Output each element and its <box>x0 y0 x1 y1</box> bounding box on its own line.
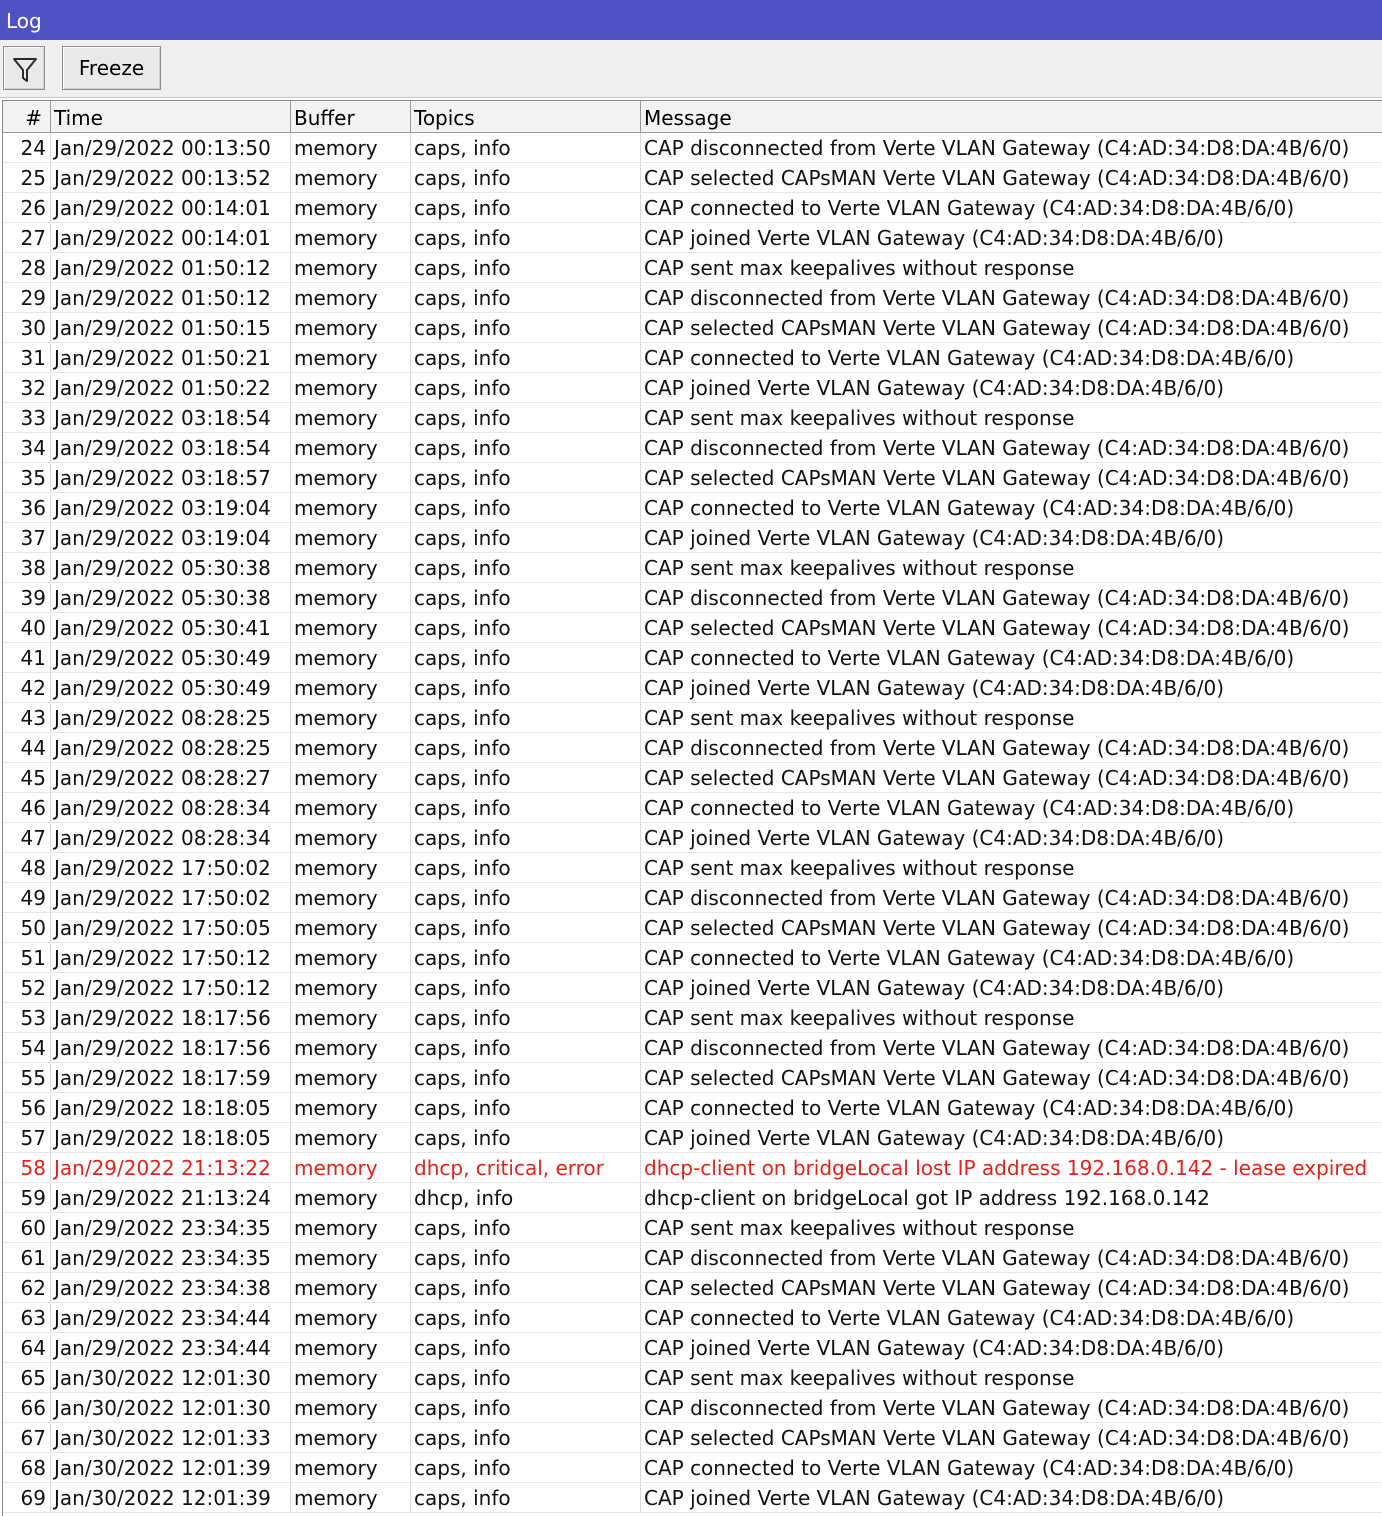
row-time: Jan/29/2022 18:17:56 <box>51 1003 291 1033</box>
table-row[interactable] <box>3 583 1382 613</box>
row-time: Jan/29/2022 23:34:35 <box>51 1243 291 1273</box>
row-time: Jan/29/2022 18:18:05 <box>51 1093 291 1123</box>
row-topics: caps, info <box>411 1483 641 1513</box>
row-message: CAP selected CAPsMAN Verte VLAN Gateway (C4:AD:34:D8:DA:4B/6/0) <box>644 466 1350 490</box>
row-topics: caps, info <box>411 1243 641 1273</box>
row-message: CAP selected CAPsMAN Verte VLAN Gateway (C4:AD:34:D8:DA:4B/6/0) <box>644 166 1350 190</box>
row-message: CAP disconnected from Verte VLAN Gateway (C4:AD:34:D8:DA:4B/6/0) <box>644 586 1350 610</box>
row-topics: caps, info <box>411 1273 641 1303</box>
row-time: Jan/29/2022 03:19:04 <box>51 523 291 553</box>
row-buffer: memory <box>291 283 411 313</box>
toolbar <box>0 40 1382 98</box>
row-time: Jan/29/2022 21:13:24 <box>51 1183 291 1213</box>
column-header-time[interactable]: Time <box>51 101 291 132</box>
row-buffer: memory <box>291 763 411 793</box>
row-time: Jan/29/2022 05:30:41 <box>51 613 291 643</box>
row-time: Jan/29/2022 03:18:57 <box>51 463 291 493</box>
row-topics: caps, info <box>411 343 641 373</box>
row-number: 33 <box>3 403 51 433</box>
row-topics: caps, info <box>411 493 641 523</box>
row-buffer: memory <box>291 133 411 163</box>
table-row[interactable] <box>3 283 1382 313</box>
table-row[interactable] <box>3 1423 1382 1453</box>
row-time: Jan/29/2022 08:28:25 <box>51 703 291 733</box>
table-row[interactable] <box>3 553 1382 583</box>
row-buffer: memory <box>291 973 411 1003</box>
row-number: 62 <box>3 1273 51 1303</box>
row-buffer: memory <box>291 1393 411 1423</box>
row-topics: dhcp, critical, error <box>411 1153 641 1183</box>
table-body <box>3 133 1382 1513</box>
table-row[interactable] <box>3 493 1382 523</box>
row-message: CAP disconnected from Verte VLAN Gateway (C4:AD:34:D8:DA:4B/6/0) <box>644 436 1350 460</box>
row-message: CAP disconnected from Verte VLAN Gateway (C4:AD:34:D8:DA:4B/6/0) <box>644 736 1350 760</box>
row-number: 41 <box>3 643 51 673</box>
row-number: 44 <box>3 733 51 763</box>
row-message: CAP selected CAPsMAN Verte VLAN Gateway (C4:AD:34:D8:DA:4B/6/0) <box>644 1426 1350 1450</box>
row-message: CAP selected CAPsMAN Verte VLAN Gateway (C4:AD:34:D8:DA:4B/6/0) <box>644 616 1350 640</box>
row-topics: caps, info <box>411 943 641 973</box>
row-buffer: memory <box>291 583 411 613</box>
row-buffer: memory <box>291 1483 411 1513</box>
row-topics: caps, info <box>411 1453 641 1483</box>
row-time: Jan/29/2022 01:50:21 <box>51 343 291 373</box>
table-row[interactable] <box>3 373 1382 403</box>
row-number: 38 <box>3 553 51 583</box>
table-row[interactable] <box>3 1003 1382 1033</box>
row-time: Jan/29/2022 17:50:05 <box>51 913 291 943</box>
row-buffer: memory <box>291 823 411 853</box>
column-header-message[interactable]: Message <box>644 106 732 130</box>
row-buffer: memory <box>291 943 411 973</box>
row-topics: caps, info <box>411 283 641 313</box>
row-message: CAP joined Verte VLAN Gateway (C4:AD:34:D8:DA:4B/6/0) <box>644 826 1224 850</box>
row-number: 47 <box>3 823 51 853</box>
row-topics: caps, info <box>411 883 641 913</box>
table-row[interactable] <box>3 1093 1382 1123</box>
row-time: Jan/29/2022 21:13:22 <box>51 1153 291 1183</box>
filter-button[interactable] <box>3 46 45 90</box>
row-number: 45 <box>3 763 51 793</box>
row-message: CAP joined Verte VLAN Gateway (C4:AD:34:D8:DA:4B/6/0) <box>644 376 1224 400</box>
row-number: 29 <box>3 283 51 313</box>
row-time: Jan/29/2022 05:30:38 <box>51 553 291 583</box>
row-number: 68 <box>3 1453 51 1483</box>
table-row[interactable] <box>3 313 1382 343</box>
row-number: 46 <box>3 793 51 823</box>
row-time: Jan/29/2022 03:18:54 <box>51 403 291 433</box>
row-message: CAP sent max keepalives without response <box>644 1216 1075 1240</box>
row-topics: caps, info <box>411 463 641 493</box>
row-topics: caps, info <box>411 1393 641 1423</box>
row-time: Jan/29/2022 00:14:01 <box>51 223 291 253</box>
table-row[interactable] <box>3 913 1382 943</box>
table-row[interactable] <box>3 1393 1382 1423</box>
row-time: Jan/29/2022 08:28:27 <box>51 763 291 793</box>
row-topics: caps, info <box>411 1063 641 1093</box>
table-row[interactable] <box>3 733 1382 763</box>
row-buffer: memory <box>291 493 411 523</box>
row-buffer: memory <box>291 733 411 763</box>
row-message: CAP sent max keepalives without response <box>644 856 1075 880</box>
table-row[interactable] <box>3 1243 1382 1273</box>
row-buffer: memory <box>291 253 411 283</box>
table-row[interactable] <box>3 1213 1382 1243</box>
table-row[interactable] <box>3 433 1382 463</box>
column-header-topics[interactable]: Topics <box>411 101 641 132</box>
row-time: Jan/29/2022 05:30:38 <box>51 583 291 613</box>
row-topics: caps, info <box>411 853 641 883</box>
row-message: CAP connected to Verte VLAN Gateway (C4:AD:34:D8:DA:4B/6/0) <box>644 346 1295 370</box>
row-time: Jan/30/2022 12:01:39 <box>51 1453 291 1483</box>
row-time: Jan/30/2022 12:01:30 <box>51 1363 291 1393</box>
row-buffer: memory <box>291 853 411 883</box>
row-buffer: memory <box>291 223 411 253</box>
row-time: Jan/29/2022 05:30:49 <box>51 643 291 673</box>
row-buffer: memory <box>291 523 411 553</box>
row-message: CAP disconnected from Verte VLAN Gateway (C4:AD:34:D8:DA:4B/6/0) <box>644 886 1350 910</box>
table-row[interactable] <box>3 403 1382 433</box>
row-time: Jan/29/2022 23:34:44 <box>51 1333 291 1363</box>
filter-icon <box>13 57 37 83</box>
row-number: 30 <box>3 313 51 343</box>
row-topics: caps, info <box>411 1123 641 1153</box>
row-topics: caps, info <box>411 313 641 343</box>
row-topics: caps, info <box>411 1213 641 1243</box>
row-number: 63 <box>3 1303 51 1333</box>
row-time: Jan/29/2022 18:17:56 <box>51 1033 291 1063</box>
row-number: 52 <box>3 973 51 1003</box>
row-number: 39 <box>3 583 51 613</box>
row-number: 32 <box>3 373 51 403</box>
row-topics: caps, info <box>411 163 641 193</box>
row-message: CAP sent max keepalives without response <box>644 556 1075 580</box>
row-topics: caps, info <box>411 823 641 853</box>
row-number: 28 <box>3 253 51 283</box>
table-row[interactable] <box>3 973 1382 1003</box>
table-row[interactable] <box>3 1273 1382 1303</box>
row-number: 55 <box>3 1063 51 1093</box>
row-buffer: memory <box>291 1243 411 1273</box>
row-time: Jan/29/2022 01:50:12 <box>51 253 291 283</box>
row-message: CAP disconnected from Verte VLAN Gateway (C4:AD:34:D8:DA:4B/6/0) <box>644 1246 1350 1270</box>
table-row[interactable] <box>3 823 1382 853</box>
row-number: 58 <box>3 1153 51 1183</box>
row-number: 60 <box>3 1213 51 1243</box>
row-message: CAP joined Verte VLAN Gateway (C4:AD:34:D8:DA:4B/6/0) <box>644 1336 1224 1360</box>
row-time: Jan/29/2022 23:34:38 <box>51 1273 291 1303</box>
row-topics: caps, info <box>411 1093 641 1123</box>
row-topics: dhcp, info <box>411 1183 641 1213</box>
row-message: CAP connected to Verte VLAN Gateway (C4:AD:34:D8:DA:4B/6/0) <box>644 1456 1295 1480</box>
row-message: dhcp-client on bridgeLocal got IP address 192.168.0.142 <box>644 1186 1210 1210</box>
row-topics: caps, info <box>411 553 641 583</box>
row-time: Jan/30/2022 12:01:30 <box>51 1393 291 1423</box>
table-row[interactable] <box>3 643 1382 673</box>
table-row[interactable] <box>3 943 1382 973</box>
table-row[interactable] <box>3 883 1382 913</box>
row-buffer: memory <box>291 703 411 733</box>
row-topics: caps, info <box>411 673 641 703</box>
window-title: Log <box>0 0 1382 40</box>
row-buffer: memory <box>291 553 411 583</box>
row-time: Jan/29/2022 17:50:02 <box>51 853 291 883</box>
table-row[interactable] <box>3 1153 1382 1183</box>
row-number: 56 <box>3 1093 51 1123</box>
log-table <box>2 100 1382 1516</box>
row-message: CAP joined Verte VLAN Gateway (C4:AD:34:D8:DA:4B/6/0) <box>644 226 1224 250</box>
row-time: Jan/29/2022 23:34:44 <box>51 1303 291 1333</box>
row-buffer: memory <box>291 1423 411 1453</box>
table-row[interactable] <box>3 1033 1382 1063</box>
row-buffer: memory <box>291 163 411 193</box>
row-message: dhcp-client on bridgeLocal lost IP address 192.168.0.142 - lease expired <box>644 1156 1368 1180</box>
row-time: Jan/29/2022 00:14:01 <box>51 193 291 223</box>
row-number: 65 <box>3 1363 51 1393</box>
row-topics: caps, info <box>411 523 641 553</box>
row-number: 40 <box>3 613 51 643</box>
table-row[interactable] <box>3 853 1382 883</box>
row-topics: caps, info <box>411 793 641 823</box>
row-time: Jan/29/2022 17:50:02 <box>51 883 291 913</box>
row-buffer: memory <box>291 1213 411 1243</box>
row-buffer: memory <box>291 883 411 913</box>
row-topics: caps, info <box>411 913 641 943</box>
row-buffer: memory <box>291 403 411 433</box>
row-message: CAP connected to Verte VLAN Gateway (C4:AD:34:D8:DA:4B/6/0) <box>644 646 1295 670</box>
row-message: CAP connected to Verte VLAN Gateway (C4:AD:34:D8:DA:4B/6/0) <box>644 946 1295 970</box>
table-row[interactable] <box>3 1333 1382 1363</box>
row-buffer: memory <box>291 433 411 463</box>
row-number: 25 <box>3 163 51 193</box>
row-number: 64 <box>3 1333 51 1363</box>
row-number: 49 <box>3 883 51 913</box>
row-number: 37 <box>3 523 51 553</box>
row-number: 66 <box>3 1393 51 1423</box>
row-time: Jan/30/2022 12:01:33 <box>51 1423 291 1453</box>
row-time: Jan/29/2022 03:18:54 <box>51 433 291 463</box>
table-header <box>3 101 1382 133</box>
row-topics: caps, info <box>411 973 641 1003</box>
table-row[interactable] <box>3 163 1382 193</box>
row-buffer: memory <box>291 1153 411 1183</box>
row-number: 26 <box>3 193 51 223</box>
row-time: Jan/29/2022 18:18:05 <box>51 1123 291 1153</box>
table-row[interactable] <box>3 673 1382 703</box>
row-message: CAP joined Verte VLAN Gateway (C4:AD:34:D8:DA:4B/6/0) <box>644 1126 1224 1150</box>
row-message: CAP selected CAPsMAN Verte VLAN Gateway (C4:AD:34:D8:DA:4B/6/0) <box>644 316 1350 340</box>
row-message: CAP joined Verte VLAN Gateway (C4:AD:34:D8:DA:4B/6/0) <box>644 976 1224 1000</box>
row-number: 35 <box>3 463 51 493</box>
row-message: CAP connected to Verte VLAN Gateway (C4:AD:34:D8:DA:4B/6/0) <box>644 1096 1295 1120</box>
row-number: 51 <box>3 943 51 973</box>
row-message: CAP sent max keepalives without response <box>644 406 1075 430</box>
row-message: CAP sent max keepalives without response <box>644 1006 1075 1030</box>
table-row[interactable] <box>3 1453 1382 1483</box>
row-number: 69 <box>3 1483 51 1513</box>
row-time: Jan/30/2022 12:01:39 <box>51 1483 291 1513</box>
table-row[interactable] <box>3 133 1382 163</box>
row-topics: caps, info <box>411 433 641 463</box>
table-row[interactable] <box>3 1303 1382 1333</box>
row-buffer: memory <box>291 1273 411 1303</box>
row-number: 24 <box>3 133 51 163</box>
row-number: 54 <box>3 1033 51 1063</box>
table-row[interactable] <box>3 193 1382 223</box>
row-buffer: memory <box>291 913 411 943</box>
row-message: CAP disconnected from Verte VLAN Gateway (C4:AD:34:D8:DA:4B/6/0) <box>644 1036 1350 1060</box>
row-message: CAP connected to Verte VLAN Gateway (C4:AD:34:D8:DA:4B/6/0) <box>644 1306 1295 1330</box>
row-time: Jan/29/2022 17:50:12 <box>51 973 291 1003</box>
row-time: Jan/29/2022 00:13:52 <box>51 163 291 193</box>
table-row[interactable] <box>3 253 1382 283</box>
row-buffer: memory <box>291 313 411 343</box>
row-buffer: memory <box>291 1453 411 1483</box>
row-topics: caps, info <box>411 1333 641 1363</box>
row-buffer: memory <box>291 1333 411 1363</box>
row-topics: caps, info <box>411 373 641 403</box>
row-topics: caps, info <box>411 583 641 613</box>
row-topics: caps, info <box>411 1033 641 1063</box>
row-number: 31 <box>3 343 51 373</box>
row-message: CAP sent max keepalives without response <box>644 706 1075 730</box>
row-buffer: memory <box>291 673 411 703</box>
table-row[interactable] <box>3 1123 1382 1153</box>
row-topics: caps, info <box>411 1303 641 1333</box>
row-time: Jan/29/2022 03:19:04 <box>51 493 291 523</box>
row-message: CAP joined Verte VLAN Gateway (C4:AD:34:D8:DA:4B/6/0) <box>644 676 1224 700</box>
table-row[interactable] <box>3 343 1382 373</box>
table-row[interactable] <box>3 703 1382 733</box>
row-number: 67 <box>3 1423 51 1453</box>
row-time: Jan/29/2022 01:50:22 <box>51 373 291 403</box>
row-buffer: memory <box>291 1363 411 1393</box>
column-header-num[interactable]: # <box>3 101 51 132</box>
row-time: Jan/29/2022 01:50:12 <box>51 283 291 313</box>
row-number: 50 <box>3 913 51 943</box>
row-buffer: memory <box>291 193 411 223</box>
row-buffer: memory <box>291 1183 411 1213</box>
row-message: CAP connected to Verte VLAN Gateway (C4:AD:34:D8:DA:4B/6/0) <box>644 196 1295 220</box>
table-row[interactable] <box>3 613 1382 643</box>
row-message: CAP sent max keepalives without response <box>644 256 1075 280</box>
row-message: CAP joined Verte VLAN Gateway (C4:AD:34:D8:DA:4B/6/0) <box>644 1486 1224 1510</box>
row-topics: caps, info <box>411 733 641 763</box>
row-buffer: memory <box>291 463 411 493</box>
row-message: CAP sent max keepalives without response <box>644 1366 1075 1390</box>
row-number: 59 <box>3 1183 51 1213</box>
row-buffer: memory <box>291 1033 411 1063</box>
row-number: 57 <box>3 1123 51 1153</box>
row-topics: caps, info <box>411 1423 641 1453</box>
row-buffer: memory <box>291 613 411 643</box>
row-buffer: memory <box>291 793 411 823</box>
row-buffer: memory <box>291 1123 411 1153</box>
row-number: 42 <box>3 673 51 703</box>
row-message: CAP selected CAPsMAN Verte VLAN Gateway (C4:AD:34:D8:DA:4B/6/0) <box>644 916 1350 940</box>
row-message: CAP selected CAPsMAN Verte VLAN Gateway (C4:AD:34:D8:DA:4B/6/0) <box>644 766 1350 790</box>
row-buffer: memory <box>291 343 411 373</box>
row-message: CAP joined Verte VLAN Gateway (C4:AD:34:D8:DA:4B/6/0) <box>644 526 1224 550</box>
row-topics: caps, info <box>411 763 641 793</box>
row-buffer: memory <box>291 1093 411 1123</box>
freeze-button[interactable]: Freeze <box>62 46 161 90</box>
row-number: 48 <box>3 853 51 883</box>
column-header-buffer[interactable]: Buffer <box>291 101 411 132</box>
row-message: CAP connected to Verte VLAN Gateway (C4:AD:34:D8:DA:4B/6/0) <box>644 796 1295 820</box>
table-row[interactable] <box>3 1183 1382 1213</box>
row-topics: caps, info <box>411 613 641 643</box>
row-message: CAP selected CAPsMAN Verte VLAN Gateway (C4:AD:34:D8:DA:4B/6/0) <box>644 1066 1350 1090</box>
row-time: Jan/29/2022 23:34:35 <box>51 1213 291 1243</box>
row-topics: caps, info <box>411 1363 641 1393</box>
row-message: CAP connected to Verte VLAN Gateway (C4:AD:34:D8:DA:4B/6/0) <box>644 496 1295 520</box>
row-number: 36 <box>3 493 51 523</box>
row-time: Jan/29/2022 08:28:25 <box>51 733 291 763</box>
row-message: CAP disconnected from Verte VLAN Gateway (C4:AD:34:D8:DA:4B/6/0) <box>644 1396 1350 1420</box>
row-topics: caps, info <box>411 133 641 163</box>
table-row[interactable] <box>3 763 1382 793</box>
row-number: 34 <box>3 433 51 463</box>
row-topics: caps, info <box>411 193 641 223</box>
row-buffer: memory <box>291 1063 411 1093</box>
row-time: Jan/29/2022 01:50:15 <box>51 313 291 343</box>
row-number: 43 <box>3 703 51 733</box>
row-time: Jan/29/2022 17:50:12 <box>51 943 291 973</box>
row-message: CAP disconnected from Verte VLAN Gateway (C4:AD:34:D8:DA:4B/6/0) <box>644 286 1350 310</box>
row-buffer: memory <box>291 643 411 673</box>
table-row[interactable] <box>3 793 1382 823</box>
row-message: CAP disconnected from Verte VLAN Gateway (C4:AD:34:D8:DA:4B/6/0) <box>644 136 1350 160</box>
row-time: Jan/29/2022 05:30:49 <box>51 673 291 703</box>
row-time: Jan/29/2022 08:28:34 <box>51 793 291 823</box>
row-time: Jan/29/2022 00:13:50 <box>51 133 291 163</box>
row-buffer: memory <box>291 1303 411 1333</box>
table-row[interactable] <box>3 1363 1382 1393</box>
row-buffer: memory <box>291 373 411 403</box>
row-time: Jan/29/2022 08:28:34 <box>51 823 291 853</box>
table-row[interactable] <box>3 1483 1382 1513</box>
row-message: CAP selected CAPsMAN Verte VLAN Gateway (C4:AD:34:D8:DA:4B/6/0) <box>644 1276 1350 1300</box>
row-number: 27 <box>3 223 51 253</box>
row-topics: caps, info <box>411 403 641 433</box>
row-topics: caps, info <box>411 643 641 673</box>
row-buffer: memory <box>291 1003 411 1033</box>
row-time: Jan/29/2022 18:17:59 <box>51 1063 291 1093</box>
row-topics: caps, info <box>411 223 641 253</box>
row-number: 53 <box>3 1003 51 1033</box>
table-row[interactable] <box>3 223 1382 253</box>
table-row[interactable] <box>3 1063 1382 1093</box>
table-row[interactable] <box>3 463 1382 493</box>
table-row[interactable] <box>3 523 1382 553</box>
row-topics: caps, info <box>411 253 641 283</box>
row-topics: caps, info <box>411 703 641 733</box>
row-topics: caps, info <box>411 1003 641 1033</box>
row-number: 61 <box>3 1243 51 1273</box>
